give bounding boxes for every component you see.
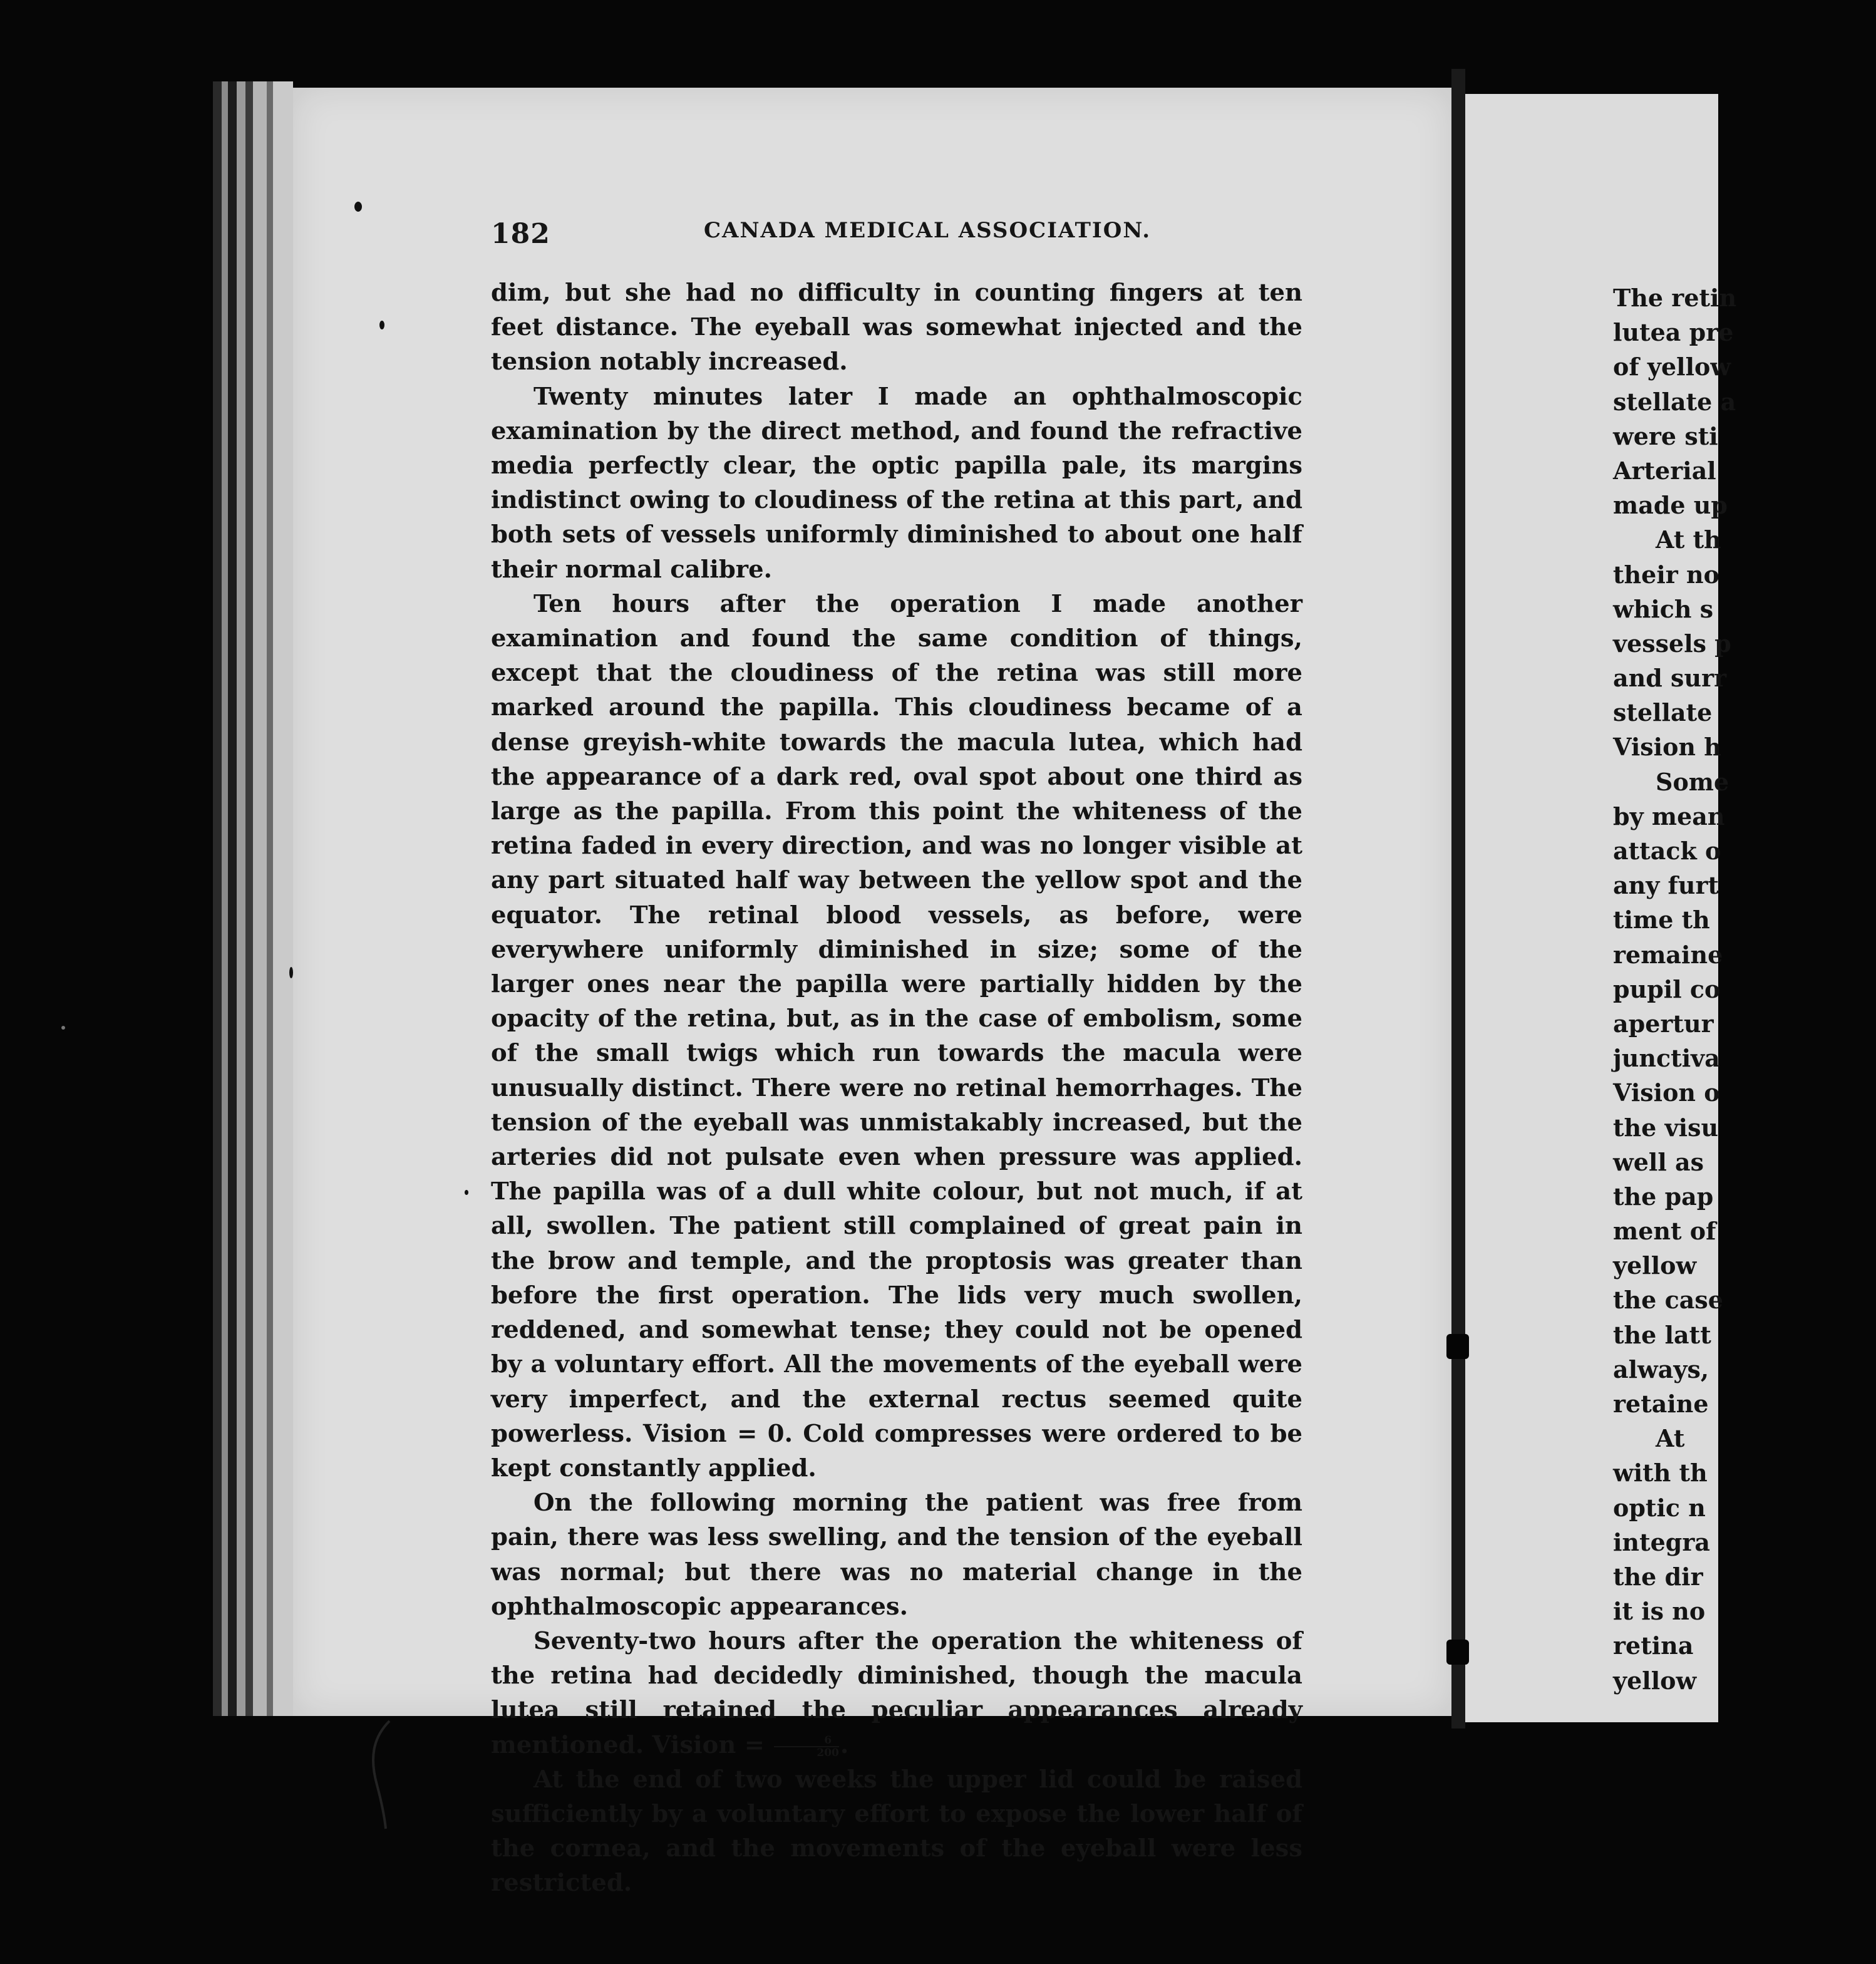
right-page-line: the visu (1613, 1113, 1719, 1142)
right-page-line: of yellow (1613, 353, 1731, 381)
paragraph: dim, but she had no difficulty in counting fingers at ten feet distance. The eyeball was somewhat injected and the tension notably increased. (491, 279, 1302, 376)
right-page-line: pupil co (1613, 974, 1721, 1003)
right-page-line: ment of (1613, 1217, 1716, 1246)
right-page-line: junctiva (1613, 1044, 1720, 1073)
paragraph: At the end of two weeks the upper lid could be raised sufficiently by a voluntary effort to expose the lower half of the cornea, and the movements of the eyeball were less restricted. (491, 1765, 1302, 1898)
right-page-line: were sti (1613, 421, 1718, 450)
body-text (491, 276, 1302, 1901)
scan-speck (61, 1026, 65, 1030)
fraction-numerator: 6 (774, 1735, 839, 1747)
right-page-line: vessels p (1613, 629, 1731, 658)
right-page-line: At (1656, 1424, 1685, 1453)
right-page-line: and surr (1613, 664, 1727, 693)
book-left-edges (213, 81, 293, 1716)
right-page-line: stellate (1613, 698, 1713, 727)
gutter-mark (1446, 1640, 1469, 1665)
right-page-line: optic n (1613, 1493, 1706, 1522)
right-page-line: made up (1613, 491, 1728, 520)
right-page-line: remaine (1613, 940, 1723, 969)
running-title: CANADA MEDICAL ASSOCIATION. (704, 218, 1152, 243)
fraction-denominator: 200 (817, 1746, 839, 1759)
right-page-line: the latt (1613, 1320, 1711, 1349)
right-page-line: attack o (1613, 837, 1721, 865)
right-page-text (1613, 281, 1876, 1698)
right-page-line: The retin (1613, 284, 1737, 312)
right-page-line: the dir (1613, 1562, 1703, 1591)
scan-speck (354, 202, 362, 212)
page-number: 182 (491, 218, 550, 250)
right-page-line: integra (1613, 1527, 1711, 1556)
sentence-end: . (840, 1730, 849, 1759)
right-page-line: their no (1613, 560, 1720, 589)
right-page-line: by mean (1613, 802, 1725, 830)
right-page-line: retina (1613, 1631, 1694, 1660)
scan-speck (289, 967, 293, 978)
right-page-line: Arterial (1613, 456, 1716, 485)
right-page-line: apertur (1613, 1009, 1714, 1038)
right-page-line: time th (1613, 906, 1710, 934)
right-page-line: lutea pre (1613, 318, 1734, 347)
right-page-line: any furt (1613, 871, 1719, 900)
right-page-line: well as (1613, 1147, 1704, 1176)
paragraph: Twenty minutes later I made an ophthalmoscopic examination by the direct method, and found the refractive media perfectly clear, the optic papilla pale, its margins indistinct owing to cloudiness of the retina at this part, and both sets of vessels uniformly diminished to about one half their normal calibre. (491, 382, 1302, 584)
right-page-line: stellate a (1613, 387, 1736, 416)
paragraph: Ten hours after the operation I made another examination and found the same condition of things, except that the cloudiness of the retina was still more marked around the papilla. This cloudiness became of a dense greyish-white towards the macula lutea, which had the appearance of a dark red, oval spot about one third as large as the papilla. From this point the whiteness of the retina faded in every direction, and was no longer visible at any part situated half way between the yellow spot and the equator. The retinal blood vessels, as before, were everywhere uniformly diminished in size; some of the larger ones near the papilla were partially hidden by the opacity of the retina, but, as in the case of embolism, some of the small twigs which run towards the macula were unusually distinct. There were no retinal hemorrhages. The tension of the eyeball was unmistakably increased, but the arteries did not pulsate even when pressure was applied. The papilla was of a dull white colour, but not much, if at all, swollen. The patient still complained of great pain in the brow and temple, and the proptosis was greater than before the first operation. The lids very much swollen, reddened, and somewhat tense; they could not be opened by a voluntary effort. All the movements of the eyeball were very imperfect, and the external rectus seemed quite powerless. Vision = 0. Cold compresses were ordered to be kept constantly applied. (491, 589, 1302, 1482)
right-page-line: always, (1613, 1355, 1709, 1383)
right-page-line: with th (1613, 1459, 1708, 1487)
right-page-line: the pap (1613, 1182, 1714, 1211)
right-page-line: yellow (1613, 1251, 1697, 1280)
vision-fraction (774, 1735, 839, 1759)
pencil-mark (363, 1716, 401, 1835)
paragraph-vision (491, 1624, 1302, 1762)
right-page-line: yellow (1613, 1666, 1697, 1695)
right-page-line: which s (1613, 594, 1714, 623)
right-page-line: the case (1613, 1286, 1723, 1315)
book-gutter (1451, 69, 1465, 1729)
paragraph-text: Seventy-two hours after the operation the whiteness of the retina had decidedly diminished, though the macula lutea still retained the peculiar appearances already mentioned. Vision = (491, 1626, 1302, 1759)
scan-speck (379, 321, 384, 329)
right-page-line: Vision o (1613, 1078, 1720, 1107)
right-page (1465, 94, 1737, 1722)
right-page-line: Some (1656, 767, 1729, 796)
gutter-mark (1446, 1334, 1469, 1359)
right-page-line: it is no (1613, 1597, 1706, 1626)
right-page-line: Vision h (1613, 733, 1721, 762)
right-page-line: retaine (1613, 1390, 1709, 1418)
right-page-line: At th (1656, 525, 1721, 554)
scan-speck (465, 1190, 468, 1195)
paragraph: On the following morning the patient was free from pain, there was less swelling, and the tension of the eyeball was normal; but there was no material change in the ophthalmoscopic appearances. (491, 1489, 1302, 1621)
